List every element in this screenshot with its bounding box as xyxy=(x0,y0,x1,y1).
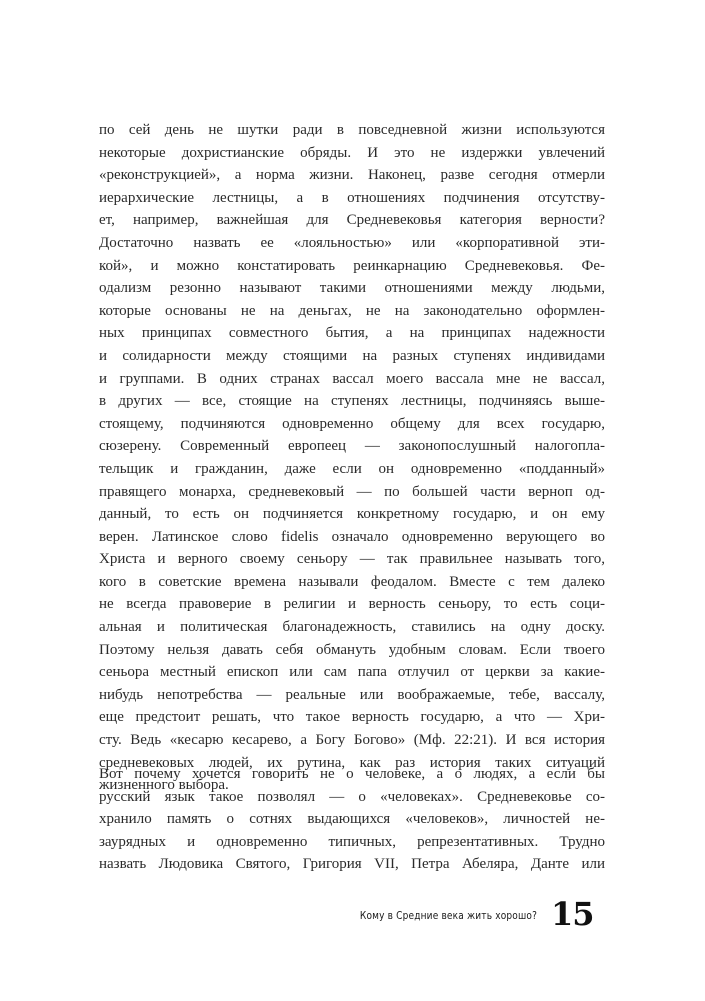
text-line: средневековых людей, их рутина, как раз история таких ситуаций xyxy=(99,754,605,771)
text-line: в других — все, стоящие на ступенях лестницы, подчиняясь выше- xyxy=(99,393,605,410)
text-line: данный, то есть он подчиняется конкретному государю, и он ему xyxy=(99,506,605,523)
text-line: нибудь непотребства — реальные или воображаемые, тебе, вассалу, xyxy=(99,686,605,703)
text-line: заурядных и одновременно типичных, репрезентативных. Трудно xyxy=(99,833,605,850)
text-line: сеньора местный епископ или сам папа отлучил от церкви за какие- xyxy=(99,664,605,681)
text-line: Христа и верного своему сеньору — так правильнее называть того, xyxy=(99,551,605,568)
text-line: которые основаны не на деньгах, не на законодательно оформлен- xyxy=(99,302,605,319)
text-line: одализм резонно называют такими отношениями между людьми, xyxy=(99,280,605,297)
text-line: верен. Латинское слово fidelis означало одновременно верующего во xyxy=(99,528,605,545)
text-line: хранило память о сотнях выдающихся «человеков», личностей не- xyxy=(99,811,605,828)
paragraph-2 xyxy=(99,763,605,876)
page-footer xyxy=(0,895,705,938)
text-line: ных принципах совместного бытия, а на принципах надежности xyxy=(99,325,605,342)
text-line: еще предстоит решать, что такое верность государю, а что — Хри- xyxy=(99,709,605,726)
text-line: кой», и можно констатировать реинкарнацию Средневековья. Фе- xyxy=(99,257,605,274)
text-line: жизненного выбора. xyxy=(99,777,229,794)
text-line: кого в советские времена называли феодалом. Вместе с тем далеко xyxy=(99,573,605,590)
text-line: по сей день не шутки ради в повседневной жизни используются xyxy=(99,122,605,138)
paragraph-1 xyxy=(99,119,605,797)
text-line: тельщик и гражданин, даже если он одновременно «подданный» xyxy=(99,460,605,477)
text-line: некоторые дохристианские обряды. И это не издержки увлечений xyxy=(99,144,605,161)
text-line: русский язык такое позволял — о «человеках». Средневековье со- xyxy=(99,788,605,805)
text-line: назвать Людовика Святого, Григория VII, Петра Абеляра, Данте или xyxy=(99,856,605,873)
text-line: Поэтому нельзя давать себя обмануть удобным словам. Если твоего xyxy=(99,641,605,658)
page-number: 15 xyxy=(551,895,594,933)
text-line: Вот почему хочется говорить не о человеке, а о людях, а если бы xyxy=(99,766,605,782)
text-line: альная и политическая благонадежность, ставились на одну доску. xyxy=(99,619,605,636)
text-line: сюзерену. Современный европеец — законопослушный налогопла- xyxy=(99,438,605,455)
text-line: ет, например, важнейшая для Средневековья категория верности? xyxy=(99,212,605,229)
running-title: Кому в Средние века жить хорошо? xyxy=(359,909,537,922)
text-line: и солидарности между стоящими на разных ступенях индивидами xyxy=(99,347,605,364)
text-line: иерархические лестницы, а в отношениях подчинения отсутству- xyxy=(99,189,605,206)
text-line: сту. Ведь «кесарю кесарево, а Богу Богово» (Мф. 22:21). И вся история xyxy=(99,732,605,749)
text-line: и группами. В одних странах вассал моего вассала мне не вассал, xyxy=(99,370,605,387)
text-line: Достаточно назвать ее «лояльностью» или «корпоративной эти- xyxy=(99,234,605,251)
text-line: не всегда правоверие в религии и верность сеньору, то есть соци- xyxy=(99,596,605,613)
text-line: «реконструкцией», а норма жизни. Наконец, разве сегодня отмерли xyxy=(99,167,605,184)
text-line: стоящему, подчиняются одновременно общему для всех государю, xyxy=(99,415,605,432)
text-line: правящего монарха, средневековый — по большей части верноп од- xyxy=(99,483,605,500)
